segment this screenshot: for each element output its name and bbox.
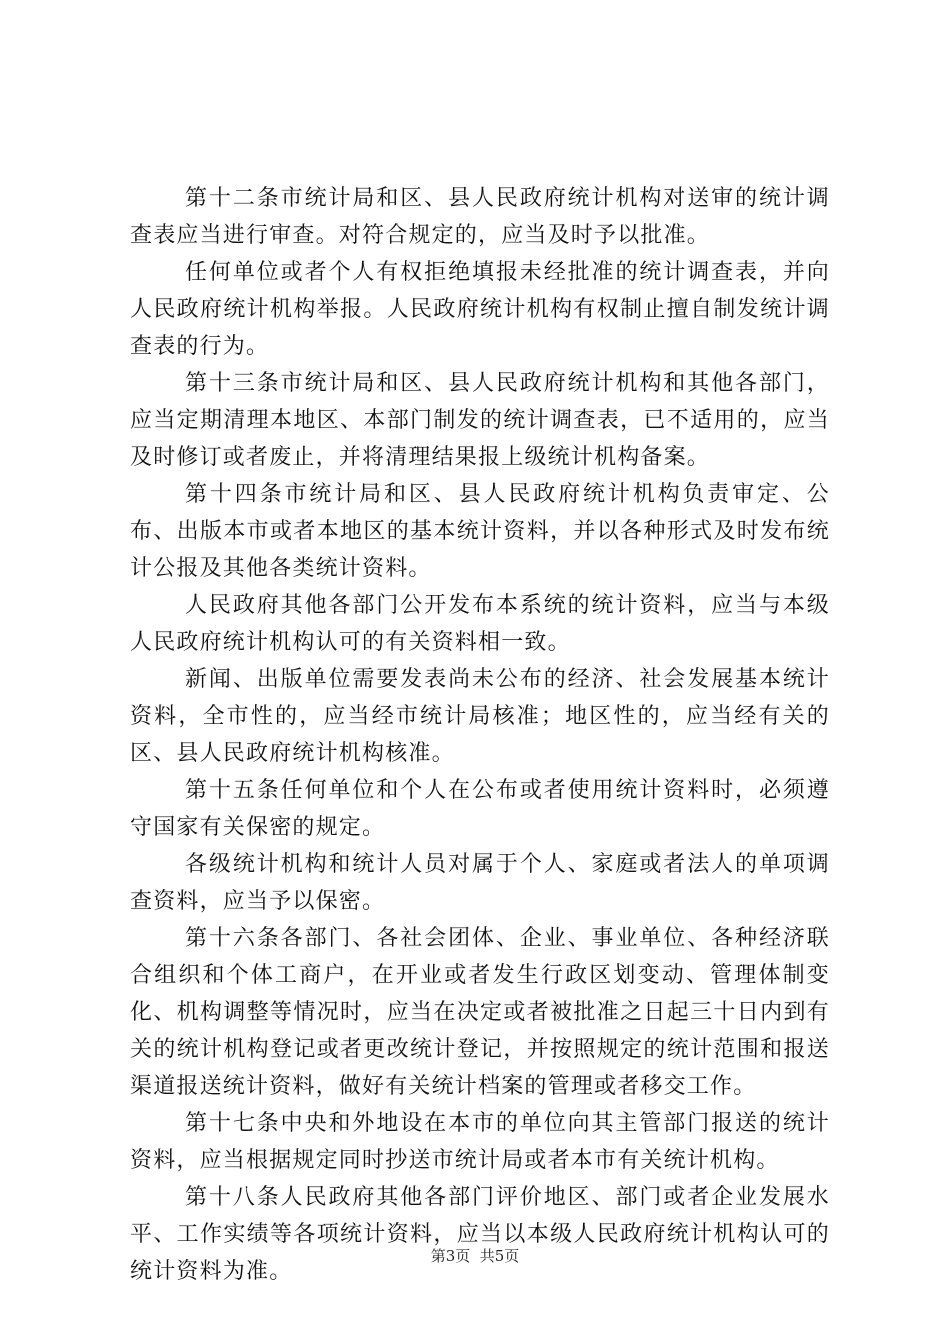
paragraph-article-17: 第十七条中央和外地设在本市的单位向其主管部门报送的统计资料，应当根据规定同时抄送市统计局或者本市有关统计机构。 (130, 1111, 830, 1173)
paragraph-article-15: 第十五条任何单位和个人在公布或者使用统计资料时，必须遵守国家有关保密的规定。 (130, 778, 830, 840)
paragraph-refuse-unapproved: 任何单位或者个人有权拒绝填报未经批准的统计调查表，并向人民政府统计机构举报。人民政府统计机构有权制止擅自制发统计调查表的行为。 (130, 260, 830, 359)
paragraph-article-16: 第十六条各部门、各社会团体、企业、事业单位、各种经济联合组织和个体工商户，在开业或者发生行政区划变动、管理体制变化、机构调整等情况时，应当在决定或者被批准之日起三十日内到有关的统计机构登记或者更改统计登记，并按照规定的统计范围和报送渠道报送统计资料，做好有关统计档案的管理或者移交工作。 (130, 926, 830, 1099)
paragraph-press-publication: 新闻、出版单位需要发表尚未公布的经济、社会发展基本统计资料，全市性的，应当经市统计局核准；地区性的，应当经有关的区、县人民政府统计机构核准。 (130, 667, 830, 766)
document-body (130, 180, 830, 1290)
paragraph-article-18: 第十八条人民政府其他各部门评价地区、部门或者企业发展水平、工作实绩等各项统计资料，应当以本级人民政府统计机构认可的统计资料为准。 (130, 1185, 830, 1284)
paragraph-article-12: 第十二条市统计局和区、县人民政府统计机构对送审的统计调查表应当进行审查。对符合规定的，应当及时予以批准。 (130, 186, 830, 248)
page-number-footer: 第3页 共5页 (430, 1247, 520, 1265)
paragraph-article-13: 第十三条市统计局和区、县人民政府统计机构和其他各部门，应当定期清理本地区、本部门制发的统计调查表，已不适用的，应当及时修订或者废止，并将清理结果报上级统计机构备案。 (130, 371, 830, 470)
paragraph-confidentiality: 各级统计机构和统计人员对属于个人、家庭或者法人的单项调查资料，应当予以保密。 (130, 852, 830, 914)
paragraph-article-14: 第十四条市统计局和区、县人民政府统计机构负责审定、公布、出版本市或者本地区的基本统计资料，并以各种形式及时发布统计公报及其他各类统计资料。 (130, 482, 830, 581)
paragraph-departments-publish: 人民政府其他各部门公开发布本系统的统计资料，应当与本级人民政府统计机构认可的有关资料相一致。 (130, 593, 830, 655)
